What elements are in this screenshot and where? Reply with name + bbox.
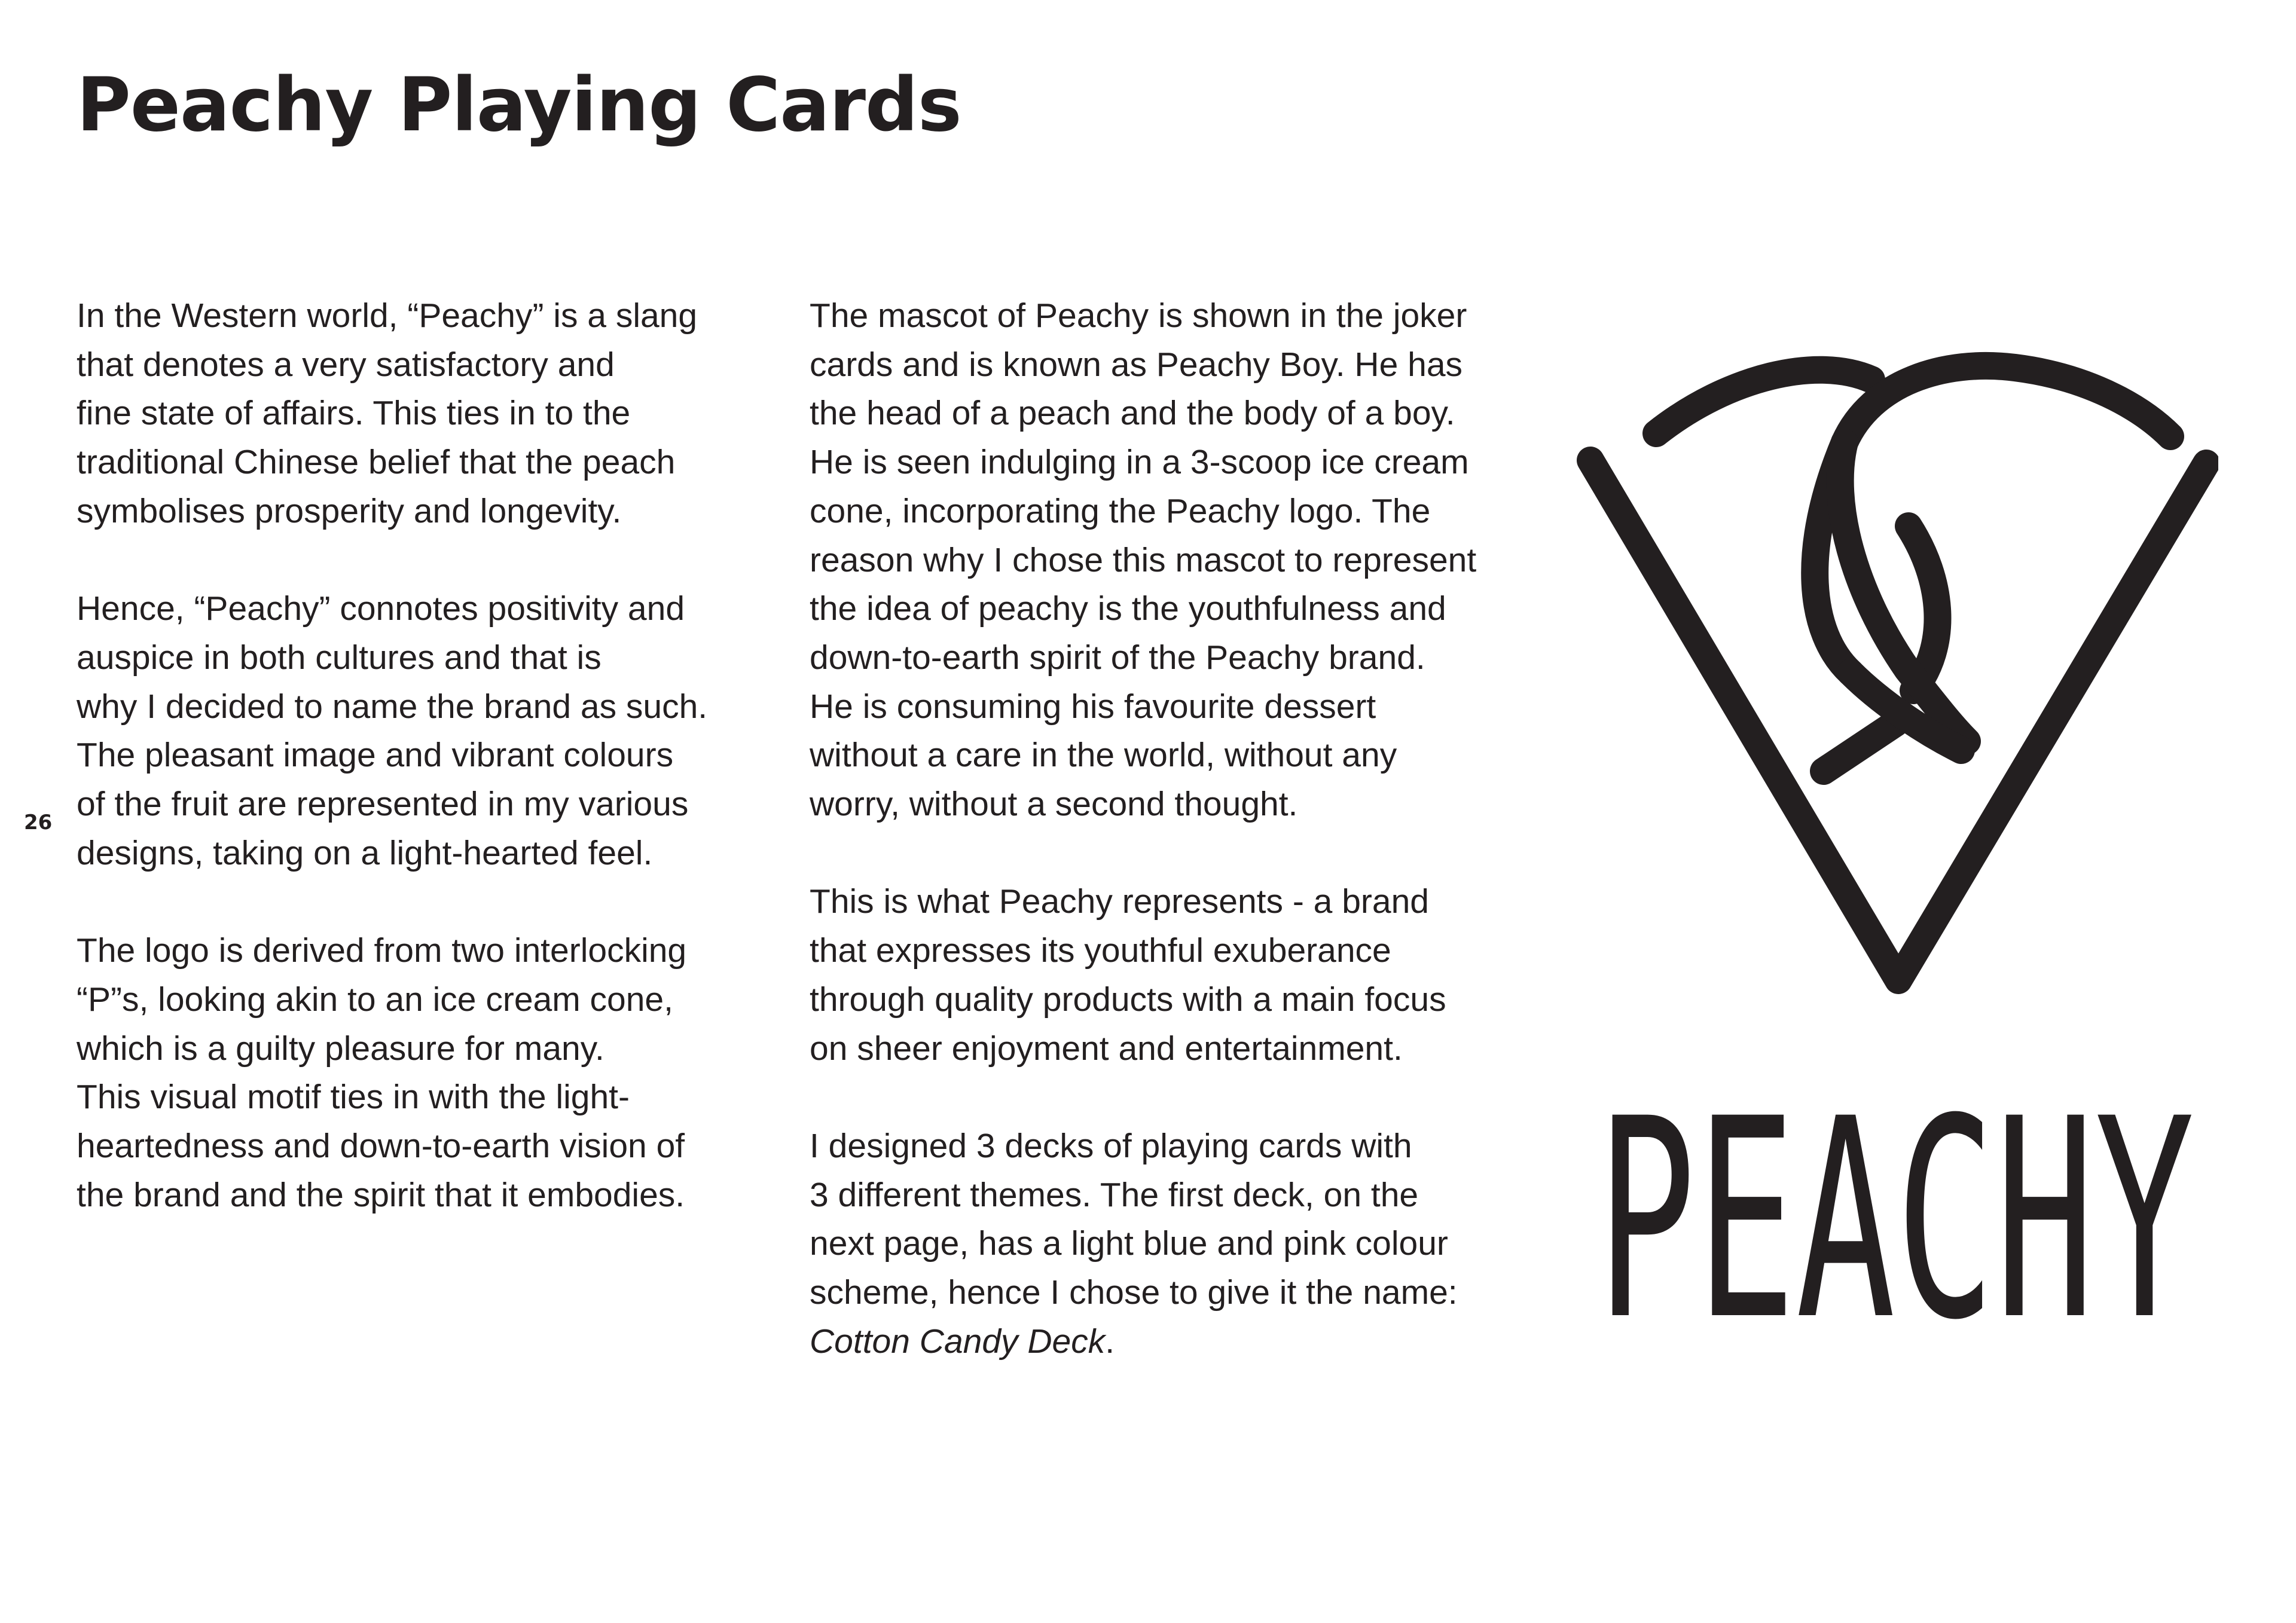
text-line: why I decided to name the brand as such.: [77, 687, 708, 726]
text-line: the brand and the spirit that it embodies.: [77, 1175, 685, 1214]
logo-wordmark: PEACHY: [1596, 1060, 2194, 1327]
text-line: cone, incorporating the Peachy logo. The: [810, 491, 1431, 530]
peachy-logo-graphic: [1573, 323, 2218, 1327]
text-line: Hence, “Peachy” connotes positivity and: [77, 589, 685, 628]
text-line: worry, without a second thought.: [810, 785, 1298, 824]
peachy-logo: [1573, 323, 2218, 1327]
text-line: This is what Peachy represents - a brand: [810, 882, 1429, 921]
text-line: traditional Chinese belief that the peach: [77, 443, 676, 482]
paragraph-decks: [810, 1122, 1545, 1367]
paragraph-brand-name: [77, 585, 764, 878]
text-line: next page, has a light blue and pink colour: [810, 1224, 1448, 1263]
paragraph-peachy-meaning: [77, 292, 764, 536]
text-line: He is seen indulging in a 3-scoop ice cream: [810, 443, 1469, 482]
text-line: that denotes a very satisfactory and: [77, 345, 615, 384]
text-line: cards and is known as Peachy Boy. He has: [810, 345, 1463, 384]
text-line: This visual motif ties in with the light-: [77, 1078, 630, 1117]
p-crossbar-left: [1824, 723, 1895, 771]
text-line: scheme, hence I chose to give it the name:: [810, 1273, 1458, 1312]
left-text-column: [77, 292, 764, 1269]
text-line: the head of a peach and the body of a boy.: [810, 394, 1455, 433]
text-line: In the Western world, “Peachy” is a slang: [77, 297, 698, 335]
interlocking-p-cone-icon: [1590, 366, 2206, 980]
page-number: 26: [24, 811, 53, 835]
paragraph-brand-represents: [810, 878, 1545, 1073]
text-line: that expresses its youthful exuberance: [810, 931, 1391, 970]
middle-text-column: [810, 292, 1545, 1415]
page-title: Peachy Playing Cards: [77, 62, 961, 148]
text-line: on sheer enjoyment and entertainment.: [810, 1029, 1403, 1068]
text-line: He is consuming his favourite dessert: [810, 687, 1376, 726]
text-line: the idea of peachy is the youthfulness and: [810, 589, 1446, 628]
text-line: auspice in both cultures and that is: [77, 638, 602, 677]
text-line: I designed 3 decks of playing cards with: [810, 1126, 1412, 1165]
text-line: The mascot of Peachy is shown in the joker: [810, 297, 1467, 335]
text-line: designs, taking on a light-hearted feel.: [77, 833, 653, 872]
text-line: without a care in the world, without any: [810, 736, 1397, 775]
text-line: reason why I chose this mascot to represent: [810, 540, 1477, 579]
text-line: symbolises prosperity and longevity.: [77, 491, 622, 530]
text-line: through quality products with a main focus: [810, 980, 1446, 1019]
text-line: down-to-earth spirit of the Peachy brand.: [810, 638, 1425, 677]
deck-name-period: .: [1105, 1322, 1115, 1361]
text-line: [810, 1318, 1545, 1367]
deck-name: Cotton Candy Deck: [810, 1322, 1106, 1361]
text-line: of the fruit are represented in my various: [77, 785, 689, 824]
text-line: The logo is derived from two interlocking: [77, 931, 687, 970]
paragraph-logo-derivation: [77, 927, 764, 1219]
text-line: fine state of affairs. This ties in to the: [77, 394, 631, 433]
text-line: heartedness and down-to-earth vision of: [77, 1126, 685, 1165]
text-line: “P”s, looking akin to an ice cream cone,: [77, 980, 673, 1019]
text-line: 3 different themes. The first deck, on the: [810, 1175, 1419, 1214]
text-line: which is a guilty pleasure for many.: [77, 1029, 604, 1068]
paragraph-mascot: [810, 292, 1545, 829]
text-line: The pleasant image and vibrant colours: [77, 736, 674, 775]
